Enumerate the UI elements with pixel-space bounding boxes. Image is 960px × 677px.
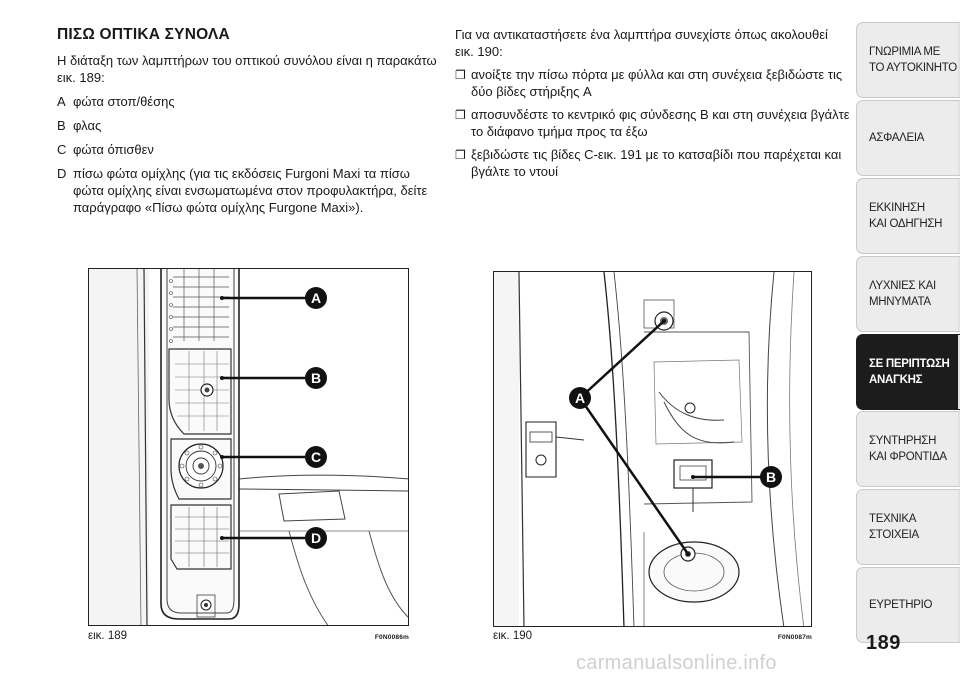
tab-label: ΚΑΙ ΦΡΟΝΤΙΔΑ [869,451,947,464]
chapter-tabs [856,22,960,645]
tab-label: ΤΟ ΑΥΤΟΚΙΝΗΤΟ [869,62,957,74]
tab-label: ΑΝΑΓΚΗΣ [869,373,923,386]
callout-b-icon [760,466,782,488]
callout-label: B [310,370,322,386]
figure-code: F0N0086m [374,634,409,641]
left-column [57,26,442,223]
figure-190-door-interior [493,271,812,627]
figure-caption: εικ. 190 [493,630,533,642]
callout-label: B [765,469,777,485]
tab-label: ΤΕΧΝΙΚΑ [869,513,917,526]
tab-label: ΛΥΧΝΙΕΣ ΚΑΙ [869,279,936,292]
item-text: φλας [73,118,102,133]
callout-label: A [310,290,322,306]
step-text: ξεβιδώστε τις βίδες C-εικ. 191 με το κατσαβίδι που παρέχεται και βγάλτε το ντουί [471,147,842,179]
list-item [57,165,442,216]
callout-a-icon [305,287,327,309]
tab-maintenance[interactable] [856,411,960,487]
callout-a-icon [569,387,591,409]
callout-label: A [574,390,586,406]
step-text: αποσυνδέστε το κεντρικό φις σύνδεσης B και στη συνέχεια βγάλτε το διάφανο τμήμα προς τα έξω [471,107,850,139]
tab-safety[interactable] [856,100,960,176]
checkbox-bullet-icon: ❒ [455,108,466,122]
procedure-step [455,66,850,100]
callout-c-icon [305,446,327,468]
item-text: φώτα όπισθεν [73,142,154,157]
tab-label: ΑΣΦΑΛΕΙΑ [869,131,925,144]
tab-technical-data[interactable] [856,489,960,565]
checkbox-bullet-icon: ❒ [455,68,466,82]
callout-label: C [310,449,322,465]
step-text: ανοίξτε την πίσω πόρτα με φύλλα και στη συνέχεια ξεβιδώστε τις δύο βίδες στήριξης A [471,67,843,99]
figure-caption: εικ. 189 [88,630,128,642]
checkbox-bullet-icon: ❒ [455,148,466,162]
tab-label: ΕΚΚΙΝΗΣΗ [869,201,925,214]
callout-d-icon [305,527,327,549]
watermark: carmanualsonline.info [576,652,777,674]
page-number: 189 [866,632,901,654]
tab-emergency[interactable] [856,334,960,410]
tab-label: ΚΑΙ ΟΔΗΓΗΣΗ [869,217,943,230]
item-label: A [57,94,66,109]
figure-code: F0N0087m [777,634,812,641]
tab-getting-to-know[interactable] [856,22,960,98]
item-label: D [57,166,67,181]
right-column [455,26,850,186]
figure-190-caption-row [493,630,812,642]
tab-label: ΕΥΡΕΤΗΡΙΟ [869,599,933,612]
list-item [57,93,442,110]
procedure-intro: Για να αντικαταστήσετε ένα λαμπτήρα συνεχίστε όπως ακολουθεί εικ. 190: [455,27,828,59]
list-item [57,141,442,158]
section-heading: ΠΙΣΩ ΟΠΤΙΚΑ ΣΥΝΟΛΑ [57,26,230,43]
item-label: B [57,118,66,133]
tab-label: ΣΕ ΠΕΡΙΠΤΩΣΗ [869,357,950,370]
figure-189-tail-light [88,268,409,626]
figure-189-caption-row [88,630,409,642]
tab-label: ΣΤΟΙΧΕΙΑ [869,529,919,542]
procedure-step [455,146,850,180]
tab-warning-lights[interactable] [856,256,960,332]
intro-paragraph: Η διάταξη των λαμπτήρων του οπτικού συνόλου είναι η παρακάτω εικ. 189: [57,53,437,85]
tab-label: ΓΝΩΡΙΜΙΑ ΜΕ [869,46,941,58]
callout-label: D [310,530,322,546]
tab-label: ΣΥΝΤΗΡΗΣΗ [869,435,937,448]
tab-label: ΜΗΝΥΜΑΤΑ [869,295,931,308]
item-label: C [57,142,67,157]
tab-starting-driving[interactable] [856,178,960,254]
procedure-step [455,106,850,140]
callout-b-icon [305,367,327,389]
item-text: πίσω φώτα ομίχλης (για τις εκδόσεις Furgoni Maxi τα πίσω φώτα ομίχλης είναι ενσωματωμένα στον προφυλακτήρα, δείτε παράγραφο «Πίσω φώτα ομίχλης Furgone Maxi»). [73,166,428,215]
list-item [57,117,442,134]
item-text: φώτα στοπ/θέσης [73,94,175,109]
